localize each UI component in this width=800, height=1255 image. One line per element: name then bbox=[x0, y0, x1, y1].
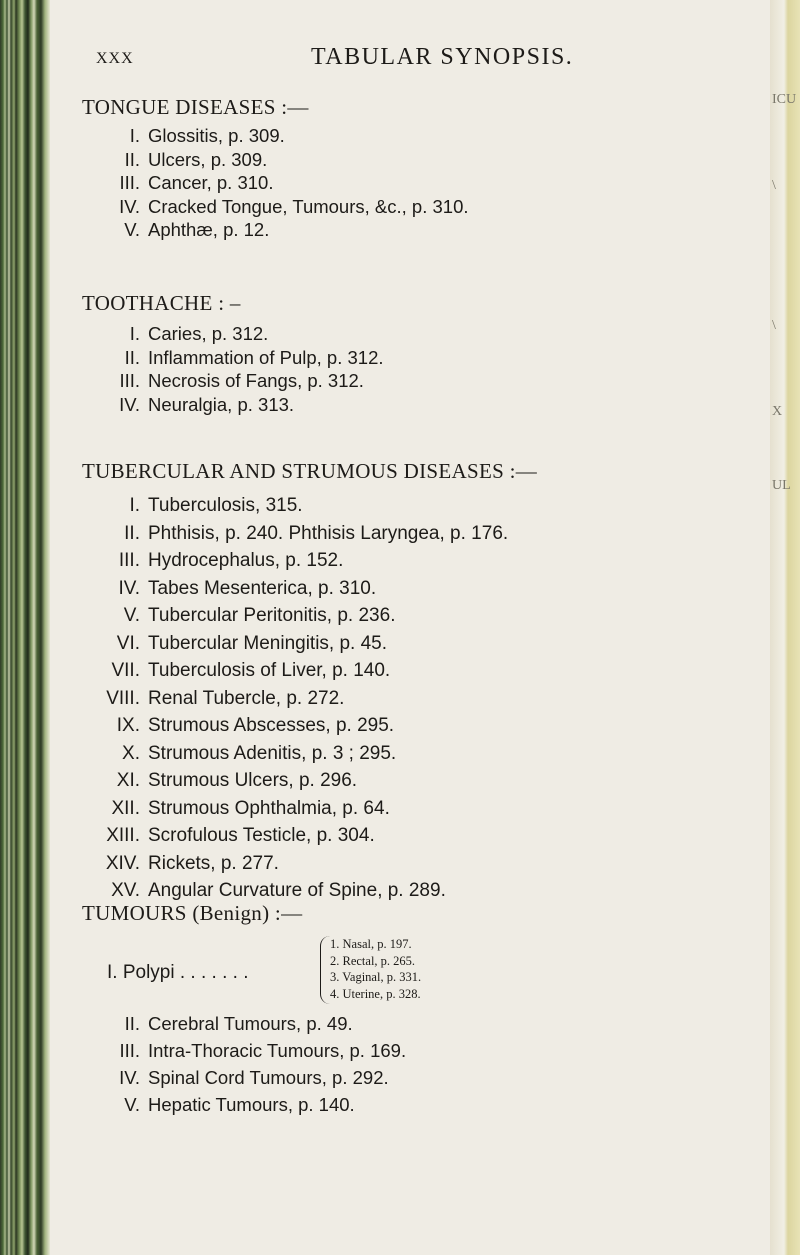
entry-list bbox=[82, 322, 762, 416]
edge-fragment: X bbox=[772, 404, 783, 419]
section-tubercular-strumous bbox=[82, 458, 762, 905]
entry-text: Tuberculosis, 315. bbox=[148, 495, 303, 516]
entry-text: Hydrocephalus, p. 152. bbox=[148, 550, 344, 571]
list-item bbox=[82, 740, 762, 768]
entry-text: Spinal Cord Tumours, p. 292. bbox=[148, 1067, 389, 1088]
entry-text: Strumous Ophthalmia, p. 64. bbox=[148, 797, 390, 819]
entry-list bbox=[82, 492, 762, 905]
section-title: TOOTHACHE : – bbox=[82, 291, 241, 315]
roman-numeral: II. bbox=[124, 148, 140, 170]
entry-text: Intra-Thoracic Tumours, p. 169. bbox=[148, 1040, 407, 1061]
entry-text: Aphthæ, p. 12. bbox=[148, 219, 270, 240]
roman-numeral: I. bbox=[129, 495, 140, 516]
roman-numeral: VIII. bbox=[106, 687, 140, 709]
sub-item: 2. Rectal, p. 265. bbox=[330, 953, 416, 968]
roman-numeral: VI. bbox=[116, 632, 140, 654]
roman-numeral: IV. bbox=[119, 1067, 140, 1088]
entry-text: Ulcers, p. 309. bbox=[148, 148, 268, 170]
roman-numeral: II. bbox=[124, 522, 140, 544]
entry-text: Hepatic Tumours, p. 140. bbox=[148, 1094, 355, 1115]
entry-text: Strumous Abscesses, p. 295. bbox=[148, 715, 395, 736]
roman-numeral: III. bbox=[119, 370, 140, 391]
entry-text: Angular Curvature of Spine, p. 289. bbox=[148, 880, 446, 901]
list-item bbox=[82, 1091, 762, 1118]
edge-fragment: \ bbox=[772, 178, 776, 193]
roman-numeral: II. bbox=[124, 1013, 140, 1034]
roman-numeral: III. bbox=[118, 550, 140, 571]
page-number: XXX bbox=[96, 50, 134, 67]
list-item bbox=[82, 1010, 762, 1037]
entry-text: Neuralgia, p. 313. bbox=[148, 393, 295, 415]
list-item bbox=[82, 148, 762, 172]
list-item bbox=[82, 218, 762, 242]
polypi-entry bbox=[82, 934, 762, 1012]
list-item bbox=[82, 195, 762, 219]
list-item bbox=[82, 322, 762, 346]
entry-text: Tubercular Meningitis, p. 45. bbox=[148, 632, 388, 654]
list-item bbox=[82, 767, 762, 795]
entry-text: Phthisis, p. 240. Phthisis Laryngea, p. 176. bbox=[148, 522, 509, 544]
sub-item: 3. Vaginal, p. 331. bbox=[330, 970, 422, 984]
page-title: TABULAR SYNOPSIS. bbox=[311, 44, 574, 70]
entry-text: Tubercular Peritonitis, p. 236. bbox=[148, 605, 396, 626]
list-item bbox=[82, 795, 762, 823]
list-item bbox=[82, 346, 762, 370]
list-item bbox=[82, 657, 762, 685]
list-item bbox=[82, 575, 762, 603]
roman-numeral: IX. bbox=[116, 715, 140, 736]
roman-numeral: I. bbox=[129, 125, 140, 146]
entry-text: Tabes Mesenterica, p. 310. bbox=[148, 577, 377, 599]
entry-text: Rickets, p. 277. bbox=[148, 852, 279, 874]
list-item bbox=[82, 369, 762, 393]
roman-numeral: XIII. bbox=[106, 825, 140, 846]
section-toothache bbox=[82, 290, 762, 416]
roman-numeral: V. bbox=[123, 605, 140, 626]
list-item bbox=[82, 1064, 762, 1091]
section-tongue-diseases bbox=[82, 94, 762, 242]
roman-numeral: VII. bbox=[111, 660, 140, 681]
roman-numeral: XII. bbox=[111, 797, 140, 819]
list-item bbox=[82, 712, 762, 740]
roman-numeral: XIV. bbox=[105, 852, 140, 874]
roman-numeral: V. bbox=[124, 219, 140, 240]
list-item bbox=[82, 602, 762, 630]
list-item bbox=[82, 124, 762, 148]
entry-list bbox=[82, 124, 762, 242]
roman-numeral: X. bbox=[122, 742, 140, 764]
edge-fragment: \ bbox=[772, 318, 776, 333]
entry-text: Tuberculosis of Liver, p. 140. bbox=[148, 660, 391, 681]
entry-text: Inflammation of Pulp, p. 312. bbox=[148, 346, 384, 368]
list-item bbox=[82, 1037, 762, 1064]
entry-text: Strumous Adenitis, p. 3 ; 295. bbox=[148, 742, 397, 764]
entry-text: Strumous Ulcers, p. 296. bbox=[148, 770, 358, 791]
entry-text: Renal Tubercle, p. 272. bbox=[148, 687, 345, 709]
entry-text: Cancer, p. 310. bbox=[148, 172, 274, 193]
section-tumours-benign bbox=[82, 900, 762, 1118]
entry-text: Necrosis of Fangs, p. 312. bbox=[148, 370, 364, 391]
list-item bbox=[82, 393, 762, 417]
roman-numeral: XV. bbox=[111, 880, 140, 901]
roman-numeral: IV. bbox=[119, 195, 140, 217]
roman-numeral: III. bbox=[119, 1040, 140, 1061]
list-item bbox=[82, 520, 762, 548]
entry-list bbox=[82, 1010, 762, 1118]
edge-fragment: UL bbox=[772, 478, 791, 493]
polypi-sublist bbox=[330, 936, 421, 1002]
entry-text: Cerebral Tumours, p. 49. bbox=[148, 1013, 353, 1034]
roman-numeral: III. bbox=[119, 172, 140, 193]
section-title: TUMOURS (Benign) :— bbox=[82, 901, 303, 925]
list-item bbox=[82, 492, 762, 520]
edge-fragment: ICU bbox=[772, 92, 797, 107]
roman-numeral: I. bbox=[129, 323, 140, 344]
roman-numeral: IV. bbox=[118, 577, 140, 599]
entry-text: Caries, p. 312. bbox=[148, 323, 269, 344]
entry-text: Glossitis, p. 309. bbox=[148, 125, 285, 146]
entry-text: Cracked Tongue, Tumours, &c., p. 310. bbox=[148, 195, 469, 217]
sub-item: 1. Nasal, p. 197. bbox=[330, 937, 412, 951]
book-spine bbox=[0, 0, 50, 1255]
section-title: TUBERCULAR AND STRUMOUS DISEASES :— bbox=[82, 459, 538, 483]
adjacent-page-edge bbox=[770, 0, 800, 1255]
list-item bbox=[82, 685, 762, 713]
roman-numeral: II. bbox=[124, 346, 140, 368]
polypi-label: I. Polypi . . . . . . . bbox=[107, 962, 249, 983]
sub-item: 4. Uterine, p. 328. bbox=[330, 986, 421, 1001]
roman-numeral: IV. bbox=[119, 393, 140, 415]
book-page bbox=[66, 0, 766, 1255]
roman-numeral: V. bbox=[124, 1094, 140, 1115]
roman-numeral: XI. bbox=[116, 770, 140, 791]
list-item bbox=[82, 850, 762, 878]
entry-text: Scrofulous Testicle, p. 304. bbox=[148, 825, 375, 846]
list-item bbox=[82, 822, 762, 850]
list-item bbox=[82, 547, 762, 575]
section-title: TONGUE DISEASES :— bbox=[82, 95, 309, 119]
list-item bbox=[82, 630, 762, 658]
list-item bbox=[82, 171, 762, 195]
